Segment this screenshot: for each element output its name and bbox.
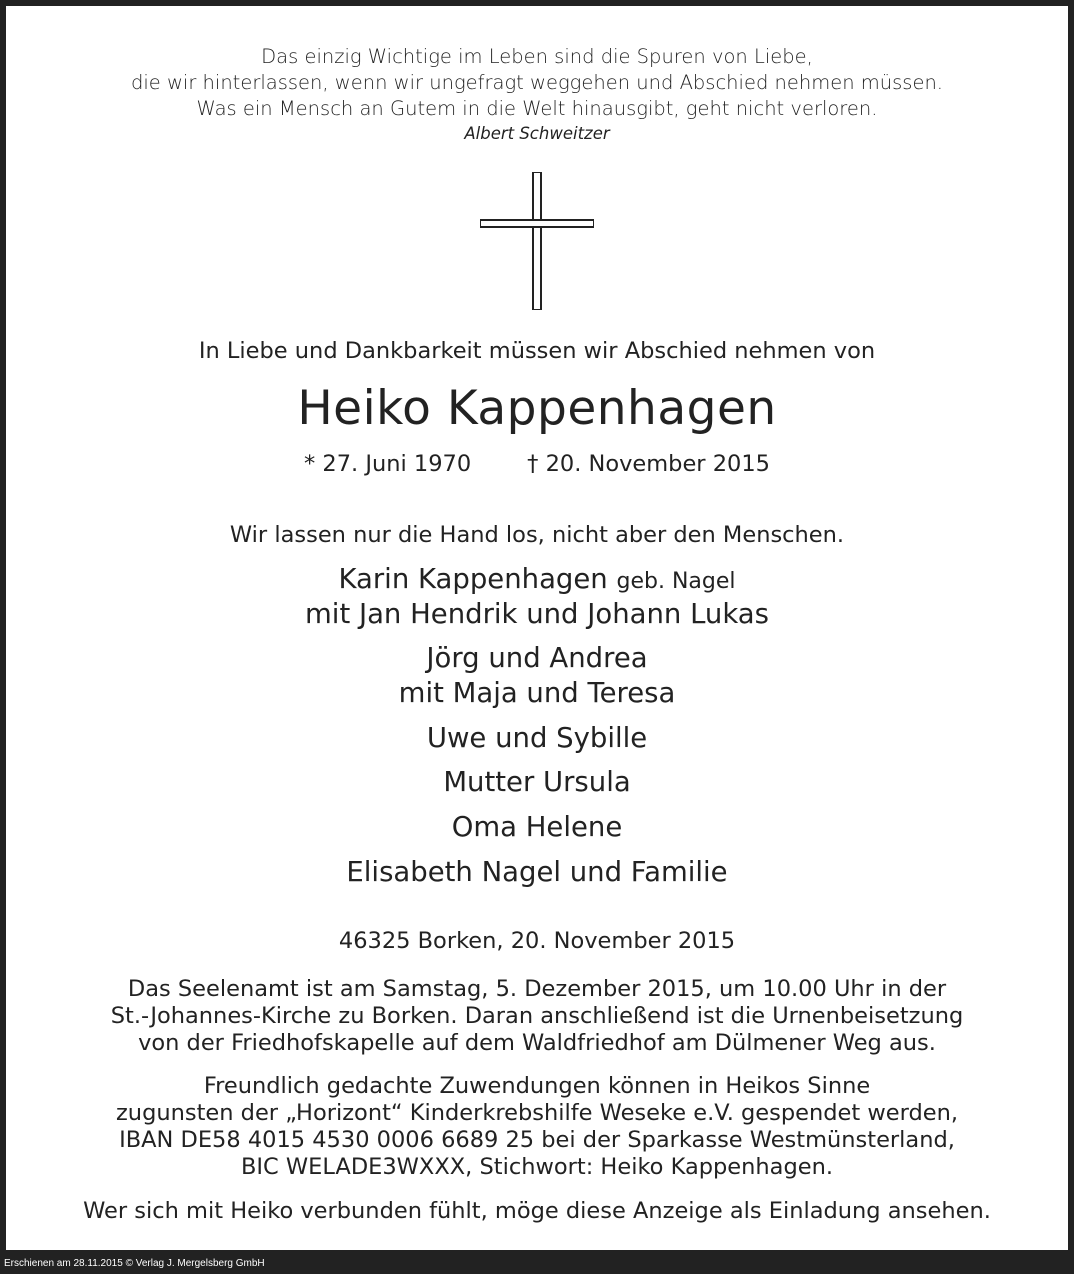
quote-line: Das einzig Wichtige im Leben sind die Spuren von Liebe, xyxy=(261,45,813,68)
mourner-line: Mutter Ursula xyxy=(443,766,631,798)
service-line: St.-Johannes-Kirche zu Borken. Daran anschließend ist die Urnenbeisetzung xyxy=(110,1003,964,1029)
mourner-line: Elisabeth Nagel und Familie xyxy=(346,856,728,888)
mourner-line: Oma Helene xyxy=(451,811,623,843)
place-date: 46325 Borken, 20. November 2015 xyxy=(338,928,736,954)
quote-author: Albert Schweitzer xyxy=(464,124,610,143)
intro-text: In Liebe und Dankbarkeit müssen wir Abschied nehmen von xyxy=(198,338,876,364)
mourner-line: Jörg und Andrea xyxy=(426,642,648,674)
life-dates xyxy=(0,449,1074,479)
birth-date: * 27. Juni 1970 xyxy=(304,451,472,477)
cross-icon xyxy=(480,172,594,310)
mourner-line: Uwe und Sybille xyxy=(426,722,648,754)
donation-line: zugunsten der „Horizont“ Kinderkrebshilfe Weseke e.V. gespendet werden, xyxy=(116,1100,958,1126)
quote xyxy=(0,44,1074,122)
death-date: † 20. November 2015 xyxy=(527,451,770,477)
donation-line: Freundlich gedachte Zuwendungen können in Heikos Sinne xyxy=(203,1073,871,1099)
mourner-line xyxy=(0,562,1074,599)
closing-text: Wer sich mit Heiko verbunden fühlt, möge diese Anzeige als Einladung ansehen. xyxy=(83,1198,991,1224)
maiden-name: geb. Nagel xyxy=(616,569,736,594)
mourner-line: mit Jan Hendrik und Johann Lukas xyxy=(305,598,769,630)
deceased-name: Heiko Kappenhagen xyxy=(297,381,777,436)
donation-line: IBAN DE58 4015 4530 0006 6689 25 bei der Sparkasse Westmünsterland, xyxy=(119,1127,955,1153)
service-line: Das Seelenamt ist am Samstag, 5. Dezember 2015, um 10.00 Uhr in der xyxy=(127,976,947,1002)
donation-info xyxy=(0,1073,1074,1181)
quote-line: Was ein Mensch an Gutem in die Welt hinausgibt, geht nicht verloren. xyxy=(196,97,878,120)
donation-line: BIC WELADE3WXXX, Stichwort: Heiko Kappenhagen. xyxy=(240,1154,833,1180)
motto: Wir lassen nur die Hand los, nicht aber den Menschen. xyxy=(229,522,845,548)
mourner-name: Karin Kappenhagen xyxy=(338,563,608,595)
service-info xyxy=(0,976,1074,1057)
service-line: von der Friedhofskapelle auf dem Waldfriedhof am Dülmener Weg aus. xyxy=(138,1030,936,1056)
quote-line: die wir hinterlassen, wenn wir ungefragt weggehen und Abschied nehmen müssen. xyxy=(130,71,944,94)
mourner-line: mit Maja und Teresa xyxy=(398,677,676,709)
publication-footer: Erschienen am 28.11.2015 © Verlag J. Mergelsberg GmbH xyxy=(4,1258,265,1269)
